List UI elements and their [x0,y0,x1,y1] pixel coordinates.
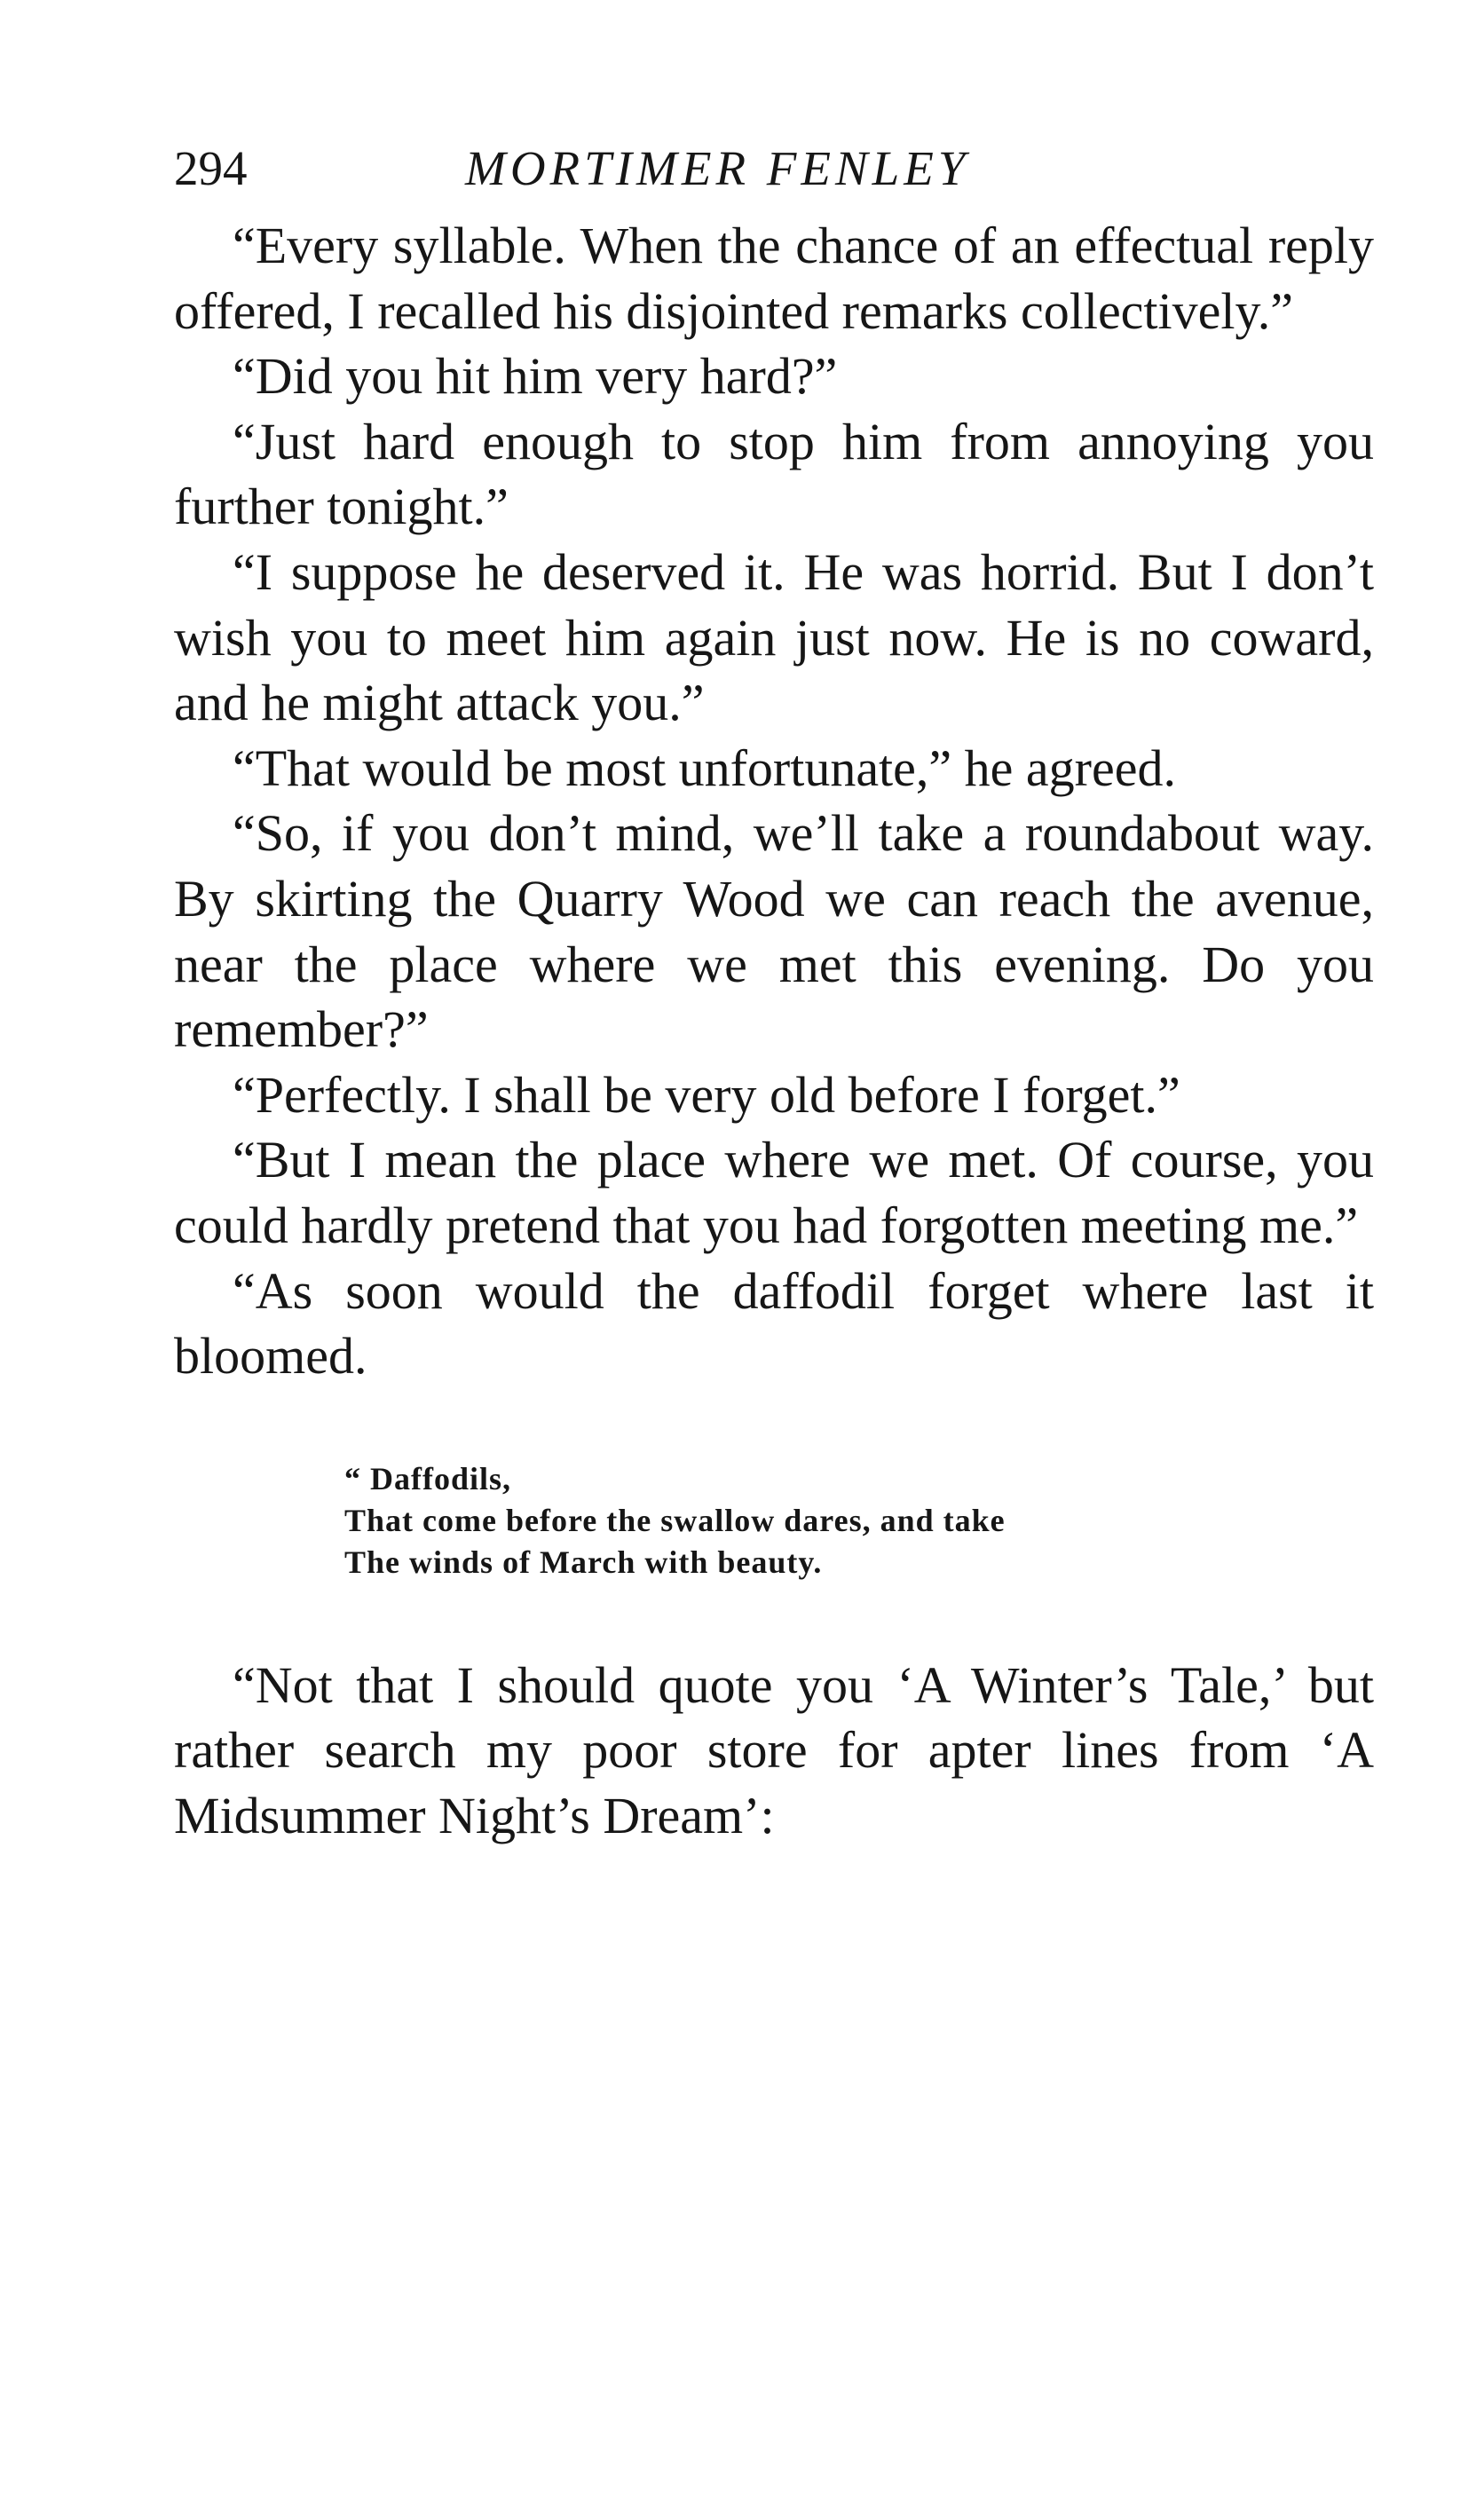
page-header [174,133,1374,204]
verse-line: That come before the swallow dares, and take [344,1502,1006,1538]
paragraph: “Not that I should quote you ‘A Winter’s Tale,’ but rather search my poor store for apter lines from ‘A Midsummer Night’s Dream’: [174,1655,1374,1844]
paragraph: “As soon would the daffodil forget where last it bloomed. [174,1261,1374,1386]
paragraph: “Perfectly. I shall be very old before I forget.” [233,1065,1180,1124]
paragraph: “I suppose he deserved it. He was horrid. But I don’t wish you to meet him again just now. He is no coward, and he might attack you.” [174,542,1374,732]
paragraph: “Just hard enough to stop him from annoying you further tonight.” [174,412,1374,536]
page-number: 294 [174,141,248,195]
book-page [174,133,1374,1848]
running-title: MORTIMER FENLEY [465,141,970,195]
paragraph: “But I mean the place where we met. Of course, you could hardly pretend that you had forgotten meeting me.” [174,1131,1374,1254]
verse-line: The winds of March with beauty. [344,1544,823,1580]
paragraph: “That would be most unfortunate,” he agreed. [233,738,1176,797]
paragraph: “So, if you don’t mind, we’ll take a roundabout way. By skirting the Quarry Wood we can reach the avenue, near the place where we met this evening. Do you remember?” [174,804,1374,1059]
paragraph: “Every syllable. When the chance of an effectual reply offered, I recalled his disjointed remarks collectively.” [174,217,1374,340]
quoted-verse [344,1458,1374,1583]
verse-line: “ Daffodils, [344,1460,512,1496]
body-text [174,213,1374,1848]
paragraph: “Did you hit him very hard?” [233,347,838,406]
